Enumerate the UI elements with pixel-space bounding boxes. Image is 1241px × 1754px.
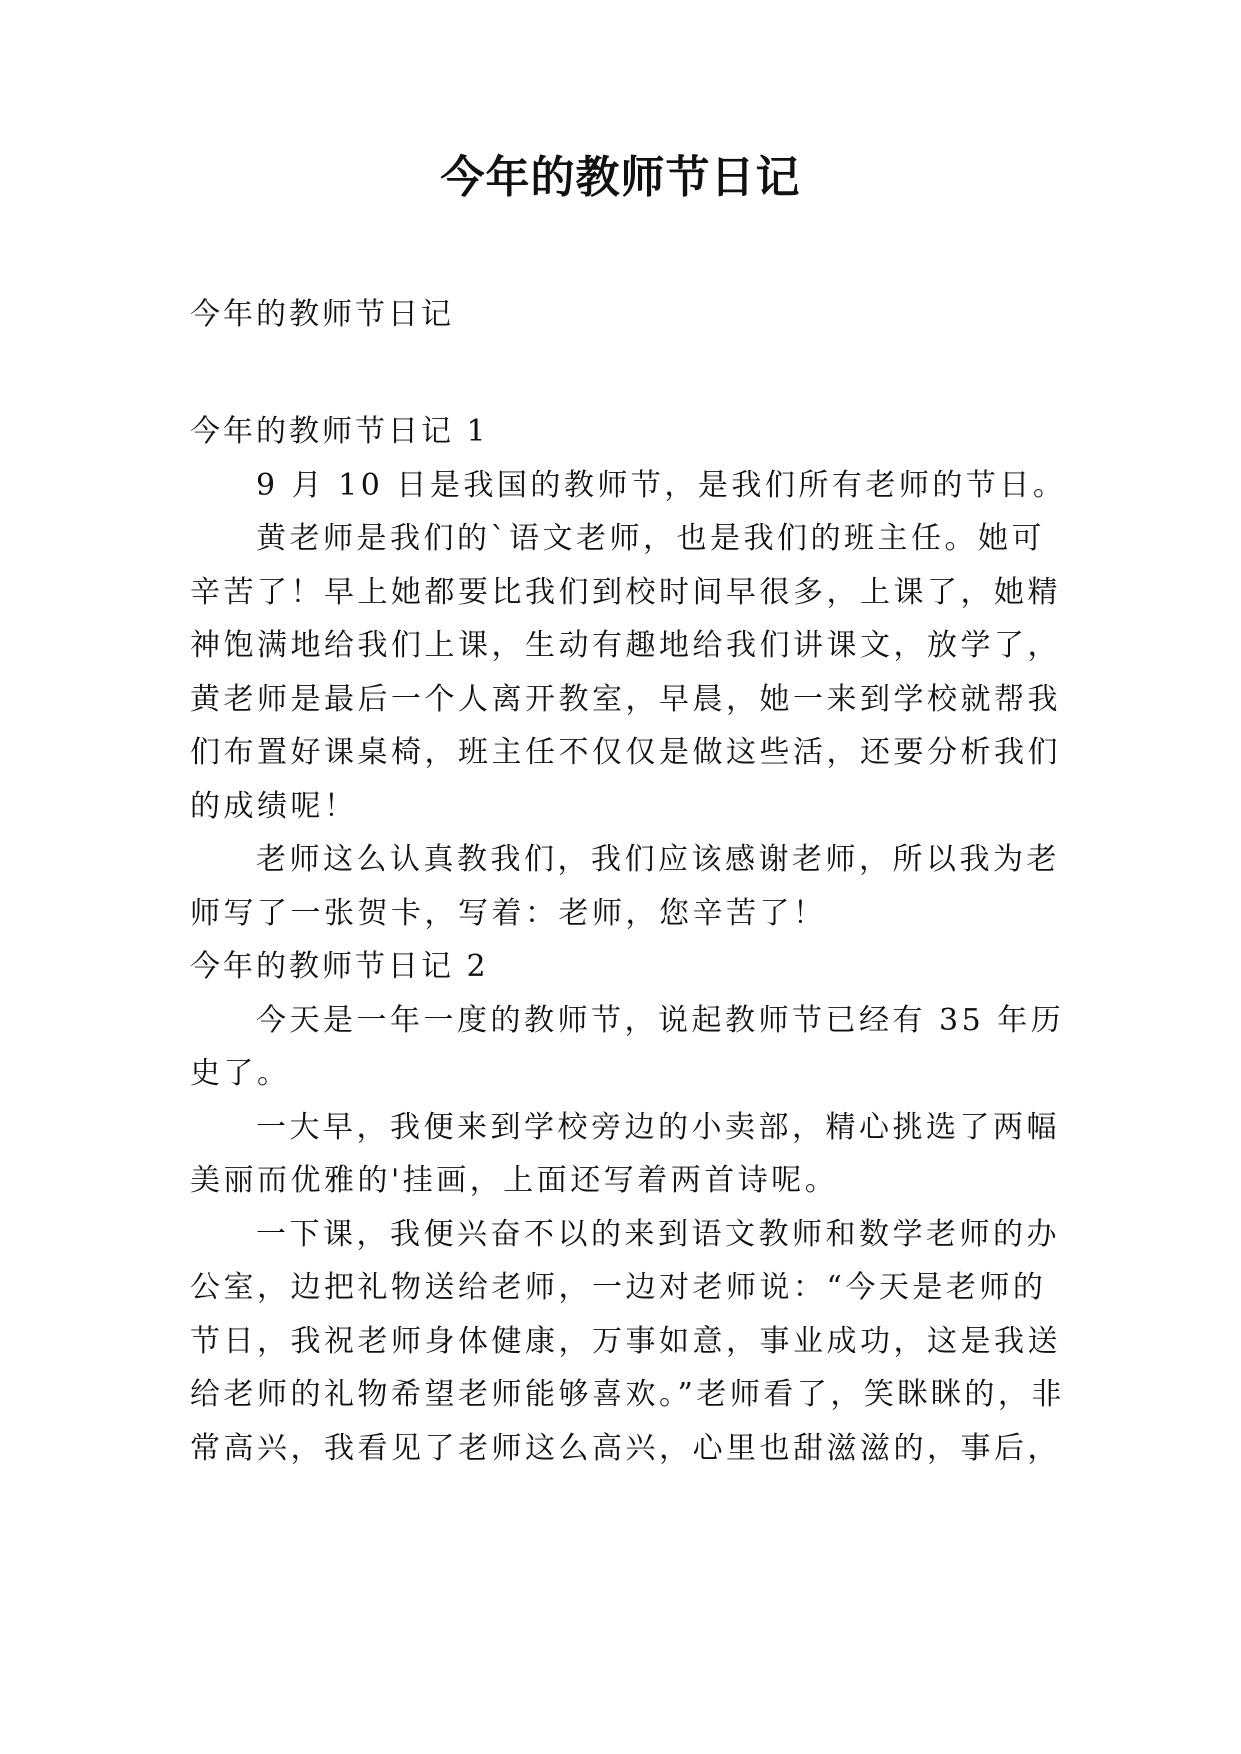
- paragraph: 老师这么认真教我们，我们应该感谢老师，所以我为老师写了一张贺卡，写着：老师，您辛苦了！: [190, 842, 1060, 931]
- document-subtitle: 今年的教师节日记: [190, 297, 454, 332]
- paragraph: 一大早，我便来到学校旁边的小卖部，精心挑选了两幅美丽而优雅的'挂画，上面还写着两首诗呢。: [190, 1109, 1060, 1198]
- paragraph: 9 月 10 日是我国的教师节，是我们所有老师的节日。: [256, 467, 1067, 503]
- section-heading: 今年的教师节日记 1: [190, 414, 489, 449]
- paragraph: 一下课，我便兴奋不以的来到语文教师和数学老师的办公室，边把礼物送给老师，一边对老师说：“今天是老师的节日，我祝老师身体健康，万事如意，事业成功，这是我送给老师的礼物希望老师能够喜欢。”老师看了，笑眯眯的，非常高兴，我看见了老师这么高兴，心里也甜滋滋的，事后，: [190, 1216, 1065, 1466]
- paragraph: 黄老师是我们的`语文老师，也是我们的班主任。她可辛苦了！早上她都要比我们到校时间早很多，上课了，她精神饱满地给我们上课，生动有趣地给我们讲课文，放学了，黄老师是最后一个人离开教室，早晨，她一来到学校就帮我们布置好课桌椅，班主任不仅仅是做这些活，还要分析我们的成绩呢！: [190, 521, 1061, 824]
- section-heading: 今年的教师节日记 2: [190, 949, 489, 984]
- document-body: [190, 405, 1070, 1475]
- document-title: 今年的教师节日记: [440, 152, 801, 203]
- paragraph: 今天是一年一度的教师节，说起教师节已经有 35 年历史了。: [190, 1002, 1065, 1091]
